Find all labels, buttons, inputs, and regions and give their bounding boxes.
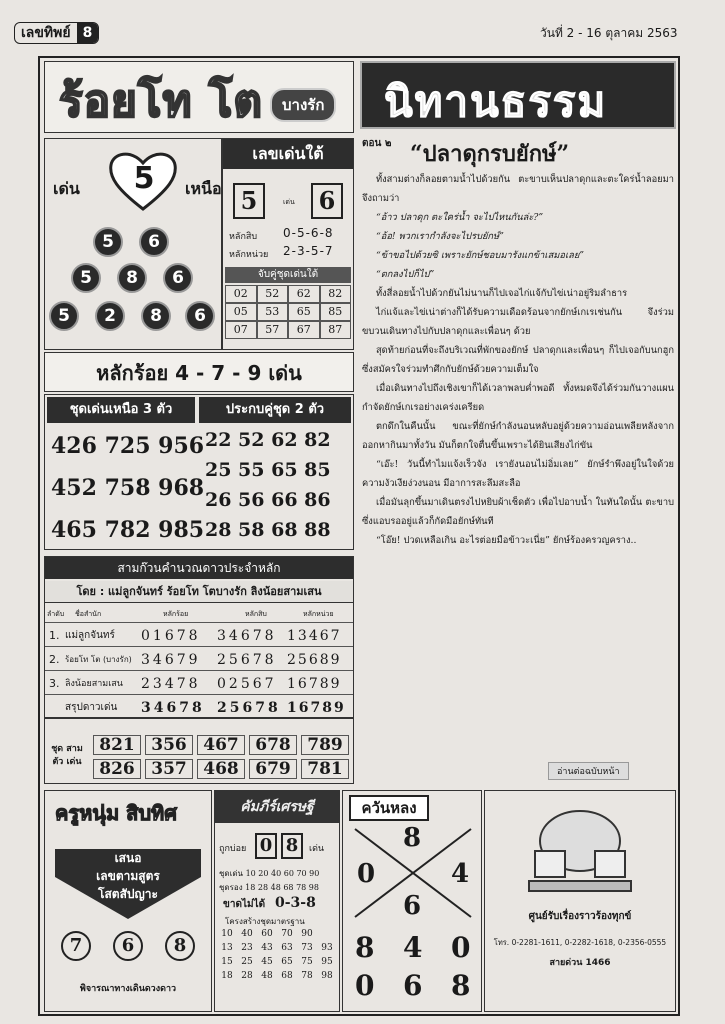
grid-cell: 85: [320, 303, 352, 321]
ad-tel: โทร. 0-2281-1611, 0-2282-1618, 0-2356-0555: [493, 938, 667, 947]
left-row: 465 782 985: [51, 517, 205, 543]
kwan-r1: 0: [451, 931, 471, 964]
story-banner-text: นิทานธรรม: [384, 77, 608, 126]
row-t: 25678: [217, 652, 277, 668]
story-paragraph: สุดท้ายก่อนที่จะถึงบริเวณที่พักของยักษ์ ปลาดุกและเพื่อนๆ ก็ไปเจอกับนกฮูกซึ่งสมัครใจร่วมทำศึกกับยักษ์ด้วยความเต็มใจ: [362, 345, 674, 375]
col-head: หลักหน่วย: [303, 610, 334, 618]
sibtit-sub: เสนอ: [114, 851, 142, 865]
sam-row: [45, 649, 353, 671]
col-head: ลำดับ: [47, 610, 65, 618]
chut-num: 467: [197, 735, 245, 755]
chut-num: 357: [145, 759, 193, 779]
kampee-cell: 25: [241, 957, 253, 967]
row-u: 25689: [287, 652, 342, 668]
chut-num: 826: [93, 759, 141, 779]
sibtit-panel: [44, 790, 212, 1012]
kampee-num-b: 8: [281, 833, 303, 859]
row1-value: 0-5-6-8: [283, 226, 334, 240]
story-paragraph: “โอ๊ย! ปวดเหลือเกิน อะไรต่อยมือข้าวะเนี่ย” ยักษ์ร้องครวญคราง..: [376, 535, 637, 546]
kampee-num-a: 0: [255, 833, 277, 859]
continue-label: อ่านต่อฉบับหน้า: [548, 762, 629, 780]
lek-den-panel: [222, 138, 354, 350]
story-paragraph: ทั้งสี่ลอยน้ำไปด้วกยันไม่นานก็ไปเจอไก่แจ้กับไข่เน่าอยู่ริมลำธาร: [376, 288, 628, 299]
row-no: 1.: [49, 629, 60, 642]
chut-label: ชุด สามตัว เด่น: [51, 744, 83, 767]
kampee-cell: 68: [281, 971, 293, 981]
row-t: 02567: [217, 676, 277, 692]
chut-num: 781: [301, 759, 349, 779]
kampee-cell: 70: [281, 929, 293, 939]
story-paragraph: ทั้งสามต่างก็ลอยตามน้ำไปด้วยกัน ตะขาบเห็นปลาดุกและตะใคร่น้ำลอยมาจึงถามว่า: [362, 174, 674, 204]
sibtit-line2: เลขตามสูตร: [96, 869, 160, 883]
kampee-grid: [217, 927, 337, 983]
chut-num: 789: [301, 735, 349, 755]
summary-t: 25678: [217, 700, 281, 716]
kampee-cell: 43: [261, 943, 273, 953]
logo-pill: บางรัก: [270, 88, 336, 122]
computer-illustration-icon: [525, 801, 635, 901]
chut-num: 468: [197, 759, 245, 779]
kampee-left-label: ถูกบ่อย: [219, 844, 247, 854]
summary-h: 34678: [141, 700, 205, 716]
kwan-r2: 0: [355, 969, 375, 1002]
ball: 8: [117, 263, 147, 293]
row-no: 2.: [49, 653, 60, 666]
sam-head-row: [45, 605, 353, 623]
story-paragraph: เมื่อมันลุกขึ้นมาเดินตรงไปหยิบผ้าเช็ดตัว เพื่อไปอาบน้ำ ในทันใดนั้น ตะขาบซึ่งแอบรออยู่แล้วก็กัดมือยักษ์ทันที: [362, 497, 674, 527]
row-u: 16789: [287, 676, 342, 692]
right-row: 28 58 68 88: [205, 519, 331, 541]
kampee-cell: 93: [321, 943, 333, 953]
kwan-right: 4: [451, 859, 470, 889]
ball: 2: [95, 301, 125, 331]
col-head: หลักสิบ: [245, 610, 267, 618]
col-head: หลักร้อย: [163, 610, 189, 618]
grid-cell: 62: [288, 285, 320, 303]
heart-left-label: เด่น: [53, 179, 80, 198]
issue-date: วันที่ 2 - 16 ตุลาคม 2563: [540, 26, 678, 40]
row2-label: หลักหน่วย: [229, 250, 269, 260]
episode-label: ตอน ๒: [362, 138, 392, 149]
story-paragraph: ตกดึกในคืนนั้น ขณะที่ยักษ์กำลังนอนหลับอยู่ด้วยความอ่อนเพลียหลังจากออกหากินมาทั้งวัน มันก็ตกใจตื่นขึ้นเพราะได้ยินเสียงไก่ขัน: [362, 421, 674, 451]
kampee-cell: 10: [221, 929, 233, 939]
story-paragraph: “ข้าขอไปด้วยซิ เพราะยักษ์ชอบมารังแกข้าเสมอเลย”: [376, 250, 585, 261]
kampee-cell: 75: [301, 957, 313, 967]
left-row: 426 725 956: [51, 433, 205, 459]
sibtit-title: ครูหนุ่ม สิบทิศ: [55, 801, 177, 825]
kwan-left: 0: [357, 859, 376, 889]
row-u: 13467: [287, 628, 342, 644]
lek-mid-label: เด่น: [283, 198, 295, 206]
summary-label: สรุปดาวเด่น: [65, 702, 118, 713]
ball: 6: [139, 227, 169, 257]
lak-roi-banner: หลักร้อย 4 - 7 - 9 เด่น: [44, 352, 354, 392]
kampee-cell: 45: [261, 957, 273, 967]
kampee-cell: 63: [281, 943, 293, 953]
sam-panel: [44, 556, 354, 784]
heart-panel: [44, 138, 222, 350]
ball: 8: [141, 301, 171, 331]
sam-row: [45, 625, 353, 647]
story-paragraph: ไก่แจ้และไข่เน่าต่างก็ได้รับความเดือดร้อนจากยักษ์เกเรเช่นกัน จึงร่วมขบวนเดินทางไปกับปลาดุกและเพื่อนๆ ด้วย: [362, 307, 674, 337]
sam-by: โดย : แม่ลูกจันทร์ ร้อยโท โตบางรัก ลิงน้อยสามเสน: [45, 581, 353, 603]
sibtit-line3: โสตสัปญาะ: [98, 887, 158, 901]
grid-cell: 82: [320, 285, 352, 303]
kampee-cell: 18: [221, 971, 233, 981]
row1-label: หลักสิบ: [229, 232, 258, 242]
story-body: [362, 170, 674, 550]
heart-number: 5: [133, 161, 155, 196]
sibtit-num: 6: [113, 931, 143, 961]
kampee-title: คัมภีร์เศรษฐี: [215, 791, 339, 823]
kampee-row1: ชุดเด่น 10 20 40 60 70 90: [219, 869, 320, 878]
grid-cell: 57: [257, 321, 289, 339]
kampee-cell: 65: [281, 957, 293, 967]
pair-grid: [225, 285, 351, 339]
kampee-cell: 13: [221, 943, 233, 953]
ad-hotline: สายด่วน 1466: [549, 958, 611, 968]
grid-cell: 67: [288, 321, 320, 339]
logo-panel: [44, 61, 354, 133]
heart-right-label: เหนือ: [185, 179, 222, 198]
left-title: ชุดเด่นเหนือ 3 ตัว: [47, 397, 195, 423]
story-paragraph: “ตกลงไปก็ไป”: [376, 269, 435, 280]
story-banner: [360, 61, 676, 129]
logo-title: ร้อยโท โต: [59, 76, 264, 127]
summary-u: 16789: [287, 700, 346, 716]
row-h: 23478: [141, 676, 201, 692]
ad-shop: ศูนย์รับเรื่องราวร้องทุกข์: [528, 911, 632, 922]
grid-cell: 07: [225, 321, 257, 339]
col-head: ชื่อสำนัก: [75, 610, 102, 618]
kampee-cell: 98: [321, 971, 333, 981]
row-h: 34679: [141, 652, 201, 668]
right-title: ประกบคู่ชุด 2 ตัว: [199, 397, 351, 423]
ball: 5: [71, 263, 101, 293]
kampee-cell: 23: [241, 943, 253, 953]
row-name: ร้อยโท โต (บางรัก): [65, 655, 132, 664]
kwan-r1: 4: [403, 931, 423, 964]
story-paragraph: “เอ๊ะ! วันนี้ทำไมแจ้งเร็วจัง เรายังนอนไม่อิ่มเลย” ยักษ์รำพึงอยู่ในใจด้วยความงัวเงียง่วงนอน มีอาการสะลึมสะลือ: [362, 459, 674, 489]
kampee-panel: [214, 790, 340, 1012]
page-label: เลขทิพย์: [21, 25, 71, 41]
kampee-cell: 78: [301, 971, 313, 981]
kwan-r1: 8: [355, 931, 375, 964]
kampee-khad-label: ขาดไม่ได้: [223, 899, 266, 910]
story-paragraph: เมื่อเดินทางไปถึงเชิงเขาก็ได้เวลาพลบค่ำพอดี ทั้งหมดจึงได้ร่วมกันวางแผนกำจัดยักษ์เกเรอย่างเคร่งเครียด: [362, 383, 674, 413]
kampee-cell: 15: [221, 957, 233, 967]
kwan-top: 8: [403, 823, 422, 853]
kampee-struct-label: โครงสร้างชุดมาตรฐาน: [225, 917, 305, 926]
right-row: 26 56 66 86: [205, 489, 331, 511]
kampee-row2: ชุดรอง 18 28 48 68 78 98: [219, 883, 319, 892]
sibtit-num: 7: [61, 931, 91, 961]
row2-value: 2-3-5-7: [283, 244, 334, 258]
row-name: แม่ลูกจันทร์: [65, 630, 115, 641]
pair-grid-title: จับคู่ชุดเด่นใต้: [225, 267, 351, 283]
ball: 5: [93, 227, 123, 257]
complaint-ad-panel: [484, 790, 676, 1012]
kampee-cell: 90: [301, 929, 313, 939]
kampee-cell: 95: [321, 957, 333, 967]
story-paragraph: “อ้อ! พวกเรากำลังจะไปรบยักษ์”: [376, 231, 504, 242]
page-number: 8: [77, 23, 99, 43]
grid-cell: 87: [320, 321, 352, 339]
chut-num: 678: [249, 735, 297, 755]
ball: 6: [185, 301, 215, 331]
grid-cell: 65: [288, 303, 320, 321]
sam-title: สามก๊วนคำนวณดาวประจำหลัก: [45, 557, 353, 579]
kwan-long-panel: [342, 790, 482, 1012]
chut-num: 821: [93, 735, 141, 755]
grid-cell: 05: [225, 303, 257, 321]
story-paragraph: “อ้าว ปลาดุก ตะใคร่น้ำ จะไปไหนกันล่ะ?”: [376, 212, 544, 223]
kampee-khad: 0-3-8: [275, 895, 316, 911]
sibtit-num: 8: [165, 931, 195, 961]
kampee-cell: 60: [261, 929, 273, 939]
sam-summary-row: [45, 697, 353, 719]
sibtit-footer: พิจารณาทางเดินดวงดาว: [79, 984, 177, 994]
pairs-panel: [44, 394, 354, 550]
kwan-r2: 6: [403, 969, 423, 1002]
lek-den-title: เลขเด่นใต้: [223, 139, 353, 169]
kwan-bottom: 6: [403, 891, 422, 921]
kampee-cell: 40: [241, 929, 253, 939]
right-row: 22 52 62 82: [205, 429, 331, 451]
lek-num-a: 5: [233, 183, 265, 219]
left-row: 452 758 968: [51, 475, 205, 501]
sibtit-text: [55, 849, 201, 903]
row-name: ลิงน้อยสามเสน: [65, 679, 123, 689]
chut-num: 356: [145, 735, 193, 755]
ball: 6: [163, 263, 193, 293]
row-h: 01678: [141, 628, 201, 644]
kampee-cell: 28: [241, 971, 253, 981]
lek-num-b: 6: [311, 183, 343, 219]
kampee-right-label: เด่น: [309, 844, 325, 854]
kampee-cell: 73: [301, 943, 313, 953]
story-title: “ปลาดุกรบยักษ์”: [410, 141, 570, 167]
row-t: 34678: [217, 628, 277, 644]
kwan-long-title: ควันหลง: [349, 795, 429, 821]
ball: 5: [49, 301, 79, 331]
chut-num: 679: [249, 759, 297, 779]
kampee-cell: 48: [261, 971, 273, 981]
right-row: 25 55 65 85: [205, 459, 331, 481]
row-no: 3.: [49, 677, 60, 690]
grid-cell: 53: [257, 303, 289, 321]
sam-row: [45, 673, 353, 695]
grid-cell: 52: [257, 285, 289, 303]
grid-cell: 02: [225, 285, 257, 303]
kwan-r2: 8: [451, 969, 471, 1002]
page-badge: [14, 22, 99, 44]
